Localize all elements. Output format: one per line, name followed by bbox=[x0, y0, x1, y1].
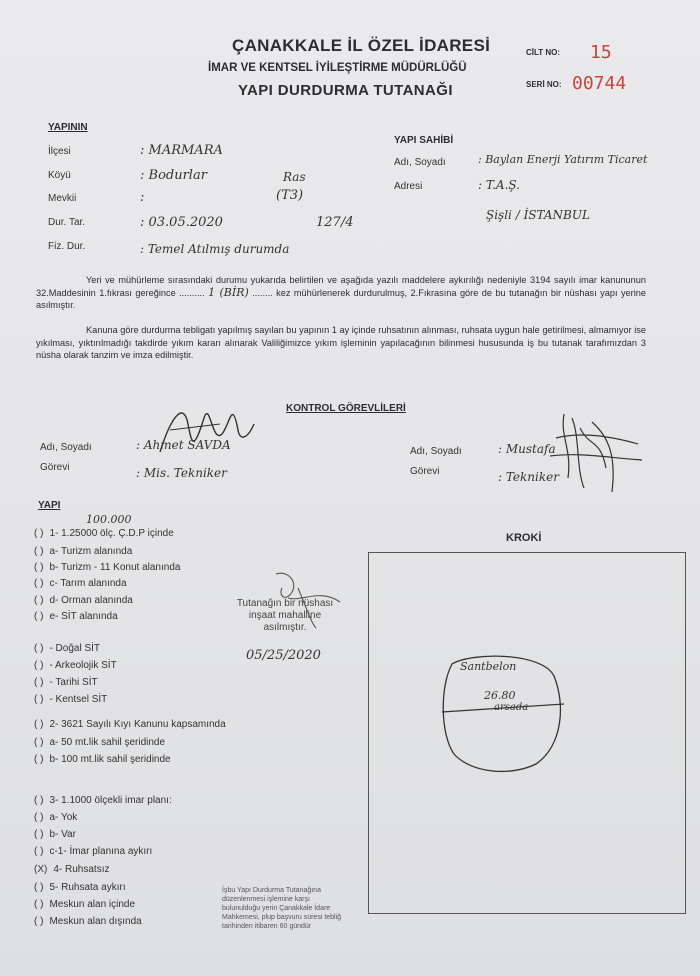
checkbox-mark: ( ) bbox=[34, 562, 44, 573]
mevkii-label: Mevkii bbox=[48, 193, 77, 204]
body-paragraph-2: Kanuna göre durdurma tebligatı yapılmış sayılan bu yapının 1 ay içinde ruhsatının alınması, ruhsata uygun hale getirilmesi, almamıyor ise yıkılması, yıktırılmadığı takdirde yıkım kararı alınarak Valiliğimizce yıkım işleminin yapılacağının bilinmesi hususunda iş bu tutanak tarafımızdan 3 nüsha olarak tanzim ve imza edilmiştir. bbox=[36, 325, 646, 360]
yapi-item bbox=[34, 737, 165, 748]
cilt-value: 15 bbox=[590, 42, 612, 63]
owner-address-value: : T.A.Ş. bbox=[478, 178, 520, 192]
yapi-title: YAPI bbox=[38, 500, 61, 511]
checkbox-mark: ( ) bbox=[34, 677, 44, 688]
signature-inspector-1 bbox=[150, 394, 260, 460]
checkbox-mark: ( ) bbox=[34, 846, 44, 857]
yapi-item bbox=[34, 562, 180, 573]
checkbox-mark: ( ) bbox=[34, 528, 44, 539]
scale-handwritten: 100.000 bbox=[86, 513, 132, 526]
yapi-item-label: b- Var bbox=[49, 829, 76, 840]
kroki-title: KROKİ bbox=[506, 532, 542, 544]
checkbox-mark: ( ) bbox=[34, 812, 44, 823]
yapi-item bbox=[34, 694, 107, 705]
inspector1-role-label: Görevi bbox=[40, 462, 70, 473]
checkbox-mark: ( ) bbox=[34, 795, 44, 806]
yapinin-title: YAPININ bbox=[48, 122, 88, 133]
checkbox-mark: ( ) bbox=[34, 737, 44, 748]
yapi-item bbox=[34, 546, 132, 557]
yapi-item bbox=[34, 829, 76, 840]
yapi-item bbox=[34, 864, 109, 875]
yapi-item-label: a- 50 mt.lik sahil şeridinde bbox=[49, 737, 166, 748]
inspector2-name-label: Adı, Soyadı bbox=[410, 446, 462, 457]
inspector2-role-value: : Tekniker bbox=[498, 470, 559, 484]
yapi-item-label: a- Yok bbox=[49, 812, 78, 823]
seal-count: 1 (BİR) bbox=[208, 285, 249, 299]
yapi-item bbox=[34, 899, 135, 910]
yapi-item-label: e- SİT alanında bbox=[49, 611, 118, 622]
checkbox-mark: ( ) bbox=[34, 660, 44, 671]
ada-code: (T3) bbox=[276, 188, 304, 203]
yapi-item bbox=[34, 677, 98, 688]
dur-tar-label: Dur. Tar. bbox=[48, 217, 86, 228]
inspector1-name-value: : Ahmet SAVDA bbox=[136, 438, 231, 452]
checkbox-mark: ( ) bbox=[34, 611, 44, 622]
stamp-line-2: inşaat mahalline bbox=[248, 610, 322, 621]
yapi-item-label: - Kentsel SİT bbox=[49, 694, 108, 705]
yapi-item-label: a- Turizm alanında bbox=[49, 546, 133, 557]
inspector2-name-value: : Mustafa bbox=[498, 442, 556, 456]
yapi-item-label: Meskun alan dışında bbox=[49, 916, 142, 927]
mevkii-value: : bbox=[140, 190, 145, 205]
stamp-scribble bbox=[268, 568, 348, 632]
yapi-item-label: - Tarihi SİT bbox=[49, 677, 98, 688]
koyu-label: Köyü bbox=[48, 170, 71, 181]
yapi-item-label: 4- Ruhsatsız bbox=[53, 864, 110, 875]
yapi-item-label: c-1- İmar planına aykırı bbox=[49, 846, 153, 857]
footnote-line-4: Mahkemesi, plup başvuru süresi tebliğ bbox=[222, 914, 342, 921]
yapi-item bbox=[34, 795, 172, 806]
stamp-line-3: asılmıştır. bbox=[263, 622, 307, 633]
yapi-item bbox=[34, 882, 126, 893]
checkbox-mark: ( ) bbox=[34, 882, 44, 893]
checkbox-mark: ( ) bbox=[34, 916, 44, 927]
yapi-item-label: b- 100 mt.lik sahil şeridinde bbox=[49, 754, 171, 765]
body-paragraph-1 bbox=[36, 274, 646, 312]
yapi-item bbox=[34, 754, 171, 765]
yapi-item bbox=[34, 812, 77, 823]
checkbox-mark: ( ) bbox=[34, 595, 44, 606]
inspector1-name-label: Adı, Soyadı bbox=[40, 442, 92, 453]
checkbox-mark: ( ) bbox=[34, 829, 44, 840]
fiz-dur-value: : Temel Atılmış durumda bbox=[140, 242, 290, 256]
yapi-item-label: d- Orman alanında bbox=[49, 595, 133, 606]
legal-footnote bbox=[222, 886, 402, 931]
checkbox-mark: ( ) bbox=[34, 578, 44, 589]
yapi-item bbox=[34, 595, 133, 606]
fiz-dur-label: Fiz. Dur. bbox=[48, 241, 86, 252]
checkbox-mark: (X) bbox=[34, 864, 48, 875]
document-title: YAPI DURDURMA TUTANAĞI bbox=[238, 82, 453, 99]
checkbox-mark: ( ) bbox=[34, 754, 44, 765]
owner-address-label: Adresi bbox=[394, 181, 423, 192]
footnote-line-1: İşbu Yapı Durdurma Tutanağına bbox=[222, 887, 321, 894]
seri-label: SERİ NO: bbox=[526, 80, 562, 89]
yapi-item bbox=[34, 528, 174, 539]
stamp-line-1: Tutanağın bir nüshası bbox=[236, 598, 334, 609]
kroki-label-3: arsada bbox=[494, 702, 529, 713]
dur-tar-value: : 03.05.2020 bbox=[140, 215, 223, 230]
yapi-item bbox=[34, 643, 100, 654]
footnote-line-3: bulunulduğu yerin Çanakkale İdare bbox=[222, 905, 331, 912]
footnote-line-2: düzenlenmesi işlemine karşı bbox=[222, 896, 310, 903]
yapi-item-label: - Doğal SİT bbox=[49, 643, 101, 654]
ada-value: Ras bbox=[283, 170, 306, 184]
yapi-item bbox=[34, 578, 127, 589]
yapi-item bbox=[34, 916, 142, 927]
yapi-item-label: b- Turizm - 11 Konut alanında bbox=[49, 562, 181, 573]
inspector2-role-label: Görevi bbox=[410, 466, 440, 477]
parsel-value: 127/4 bbox=[316, 215, 354, 230]
ilcesi-value: : MARMARA bbox=[140, 143, 223, 158]
yapi-item bbox=[34, 660, 117, 671]
seri-value: 00744 bbox=[572, 73, 627, 94]
yapi-item-label: 1- 1.25000 ölç. Ç.D.P içinde bbox=[49, 528, 174, 539]
kontrol-title: KONTROL GÖREVLİLERİ bbox=[286, 403, 406, 414]
owner-name-label: Adı, Soyadı bbox=[394, 157, 446, 168]
stamp-date: 05/25/2020 bbox=[246, 648, 321, 663]
yapi-item bbox=[34, 611, 118, 622]
yapi-item-label: 2- 3621 Sayılı Kıyı Kanunu kapsamında bbox=[49, 719, 226, 730]
yapi-item-label: 5- Ruhsata aykırı bbox=[49, 882, 126, 893]
owner-name-value: : Baylan Enerji Yatırım Ticaret bbox=[478, 153, 648, 166]
owner-address-city: Şişli / İSTANBUL bbox=[486, 208, 590, 222]
yapi-item bbox=[34, 846, 152, 857]
cilt-label: CİLT NO: bbox=[526, 48, 561, 57]
checkbox-mark: ( ) bbox=[34, 694, 44, 705]
kroki-label-2: 26.80 bbox=[484, 689, 516, 702]
checkbox-mark: ( ) bbox=[34, 546, 44, 557]
koyu-value: : Bodurlar bbox=[140, 168, 207, 183]
body-paragraph-1-start: Yeri ve mühürleme sırasındaki durumu yukarıda belirtilen ve aşağıda yazılı maddelere aykırılığı nedeniyle 3194 sayılı imar kanununun 32.Maddesinin 1.fıkrası gereğince .......... bbox=[36, 275, 646, 298]
kroki-label-1: Santbelon bbox=[460, 660, 517, 673]
yapi-item bbox=[34, 719, 226, 730]
body-paragraph-1-end: ........ kez mühürlenerek durdurulmuş, 2.Fıkrasına göre de bu tutanağın bir nüshası yapı yerine asılmıştır. bbox=[36, 287, 646, 310]
header-department: İMAR VE KENTSEL İYİLEŞTİRME MÜDÜRLÜĞÜ bbox=[208, 62, 467, 74]
yapi-item-label: Meskun alan içinde bbox=[49, 899, 136, 910]
checkbox-mark: ( ) bbox=[34, 643, 44, 654]
ilcesi-label: İlçesi bbox=[48, 146, 71, 157]
header-institution: ÇANAKKALE İL ÖZEL İDARESİ bbox=[232, 36, 491, 55]
checkbox-mark: ( ) bbox=[34, 899, 44, 910]
signature-inspector-2 bbox=[520, 408, 650, 498]
inspector1-role-value: : Mis. Tekniker bbox=[136, 466, 227, 480]
checkbox-mark: ( ) bbox=[34, 719, 44, 730]
yapi-item-label: c- Tarım alanında bbox=[49, 578, 127, 589]
yapi-sahibi-title: YAPI SAHİBİ bbox=[394, 135, 454, 146]
yapi-item-label: - Arkeolojik SİT bbox=[49, 660, 117, 671]
yapi-item-label: 3- 1.1000 ölçekli imar planı: bbox=[49, 795, 172, 806]
footnote-line-5: tarihinden itibaren 60 gündür bbox=[222, 923, 312, 930]
